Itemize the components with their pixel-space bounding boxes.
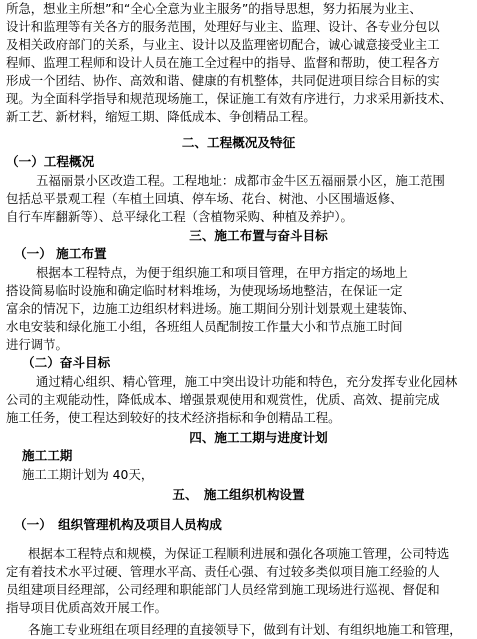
subsection-heading: （一） 组织管理机构及项目人员构成 — [14, 517, 222, 532]
intro-line: 设计和监理等有关各方的服务范围，处理好与业主、监理、设计、各专业分包以 — [6, 19, 440, 34]
intro-line: 及相关政府部门的关系，与业主、设计以及监理密切配合，诚心诚意接受业主工 — [6, 37, 440, 52]
section2-paragraph — [6, 172, 471, 226]
paragraph-line: 进行调节。 — [6, 337, 68, 352]
subsection-heading: （一） 施工布置 — [14, 246, 107, 261]
paragraph-line: 水电安装和绿化施工小组，各班组人员配制按工作量大小和节点施工时间 — [6, 319, 403, 334]
intro-line: 程师、监理工程师和设计人员在施工全过程中的指导、监督和帮助，使工程各方 — [6, 55, 440, 70]
intro-line: 形成一个团结、协作、高效和谐、健康的有机整体，共同促进项目综合目标的实 — [6, 73, 440, 88]
intro-paragraph — [6, 0, 471, 126]
paragraph-line: 员组建项目经理部，公司经理和职能部门人员经常到施工现场进行巡视、督促和 — [6, 582, 440, 597]
paragraph-line: 包括总平景观工程（车植土回填、停车场、花台、树池、小区围墙返修、 — [6, 191, 403, 206]
section3-paragraph-2 — [6, 373, 471, 427]
section4-paragraph — [22, 466, 471, 484]
paragraph-line: 指导项目优质高效开展工作。 — [6, 600, 168, 615]
subsection-heading: （二）奋斗目标 — [22, 355, 111, 370]
paragraph-line: 通过精心组织、精心管理，施工中突出设计功能和特色，充分发挥专业化园林 — [36, 374, 458, 389]
section-heading: 二、工程概况及特征 — [181, 135, 296, 150]
subsection-heading: （一）工程概况 — [6, 154, 95, 169]
intro-line: 所急，想业主所想”和“全心全意为业主服务”的指导思想，努力拓展为业主、 — [6, 1, 422, 16]
paragraph-line: 根据本工程特点和规模，为保证工程顺利进展和强化各项施工管理，公司特选 — [28, 546, 450, 561]
paragraph-line: 五福丽景小区改造工程。工程地址：成都市金牛区五福丽景小区，施工范围 — [36, 173, 445, 188]
intro-line: 新工艺、新材料，缩短工期、降低成本、争创精品工程。 — [6, 109, 316, 124]
paragraph-line: 各施工专业班组在项目经理的直接领导下，做到有计划、有组织地施工和管理， — [28, 622, 462, 637]
paragraph-line: 施工任务，使工程达到较好的技术经济指标和争创精品工程。 — [6, 410, 341, 425]
paragraph-line: 定有着技术水平过硬、管理水平高、责任心强、有过较多类似项目施工经验的人 — [6, 564, 440, 579]
intro-line: 现。为全面科学指导和规范现场施工，保证施工有效有序进行，力求采用新技术、 — [6, 91, 453, 106]
section-heading: 四、施工工期与进度计划 — [189, 430, 328, 445]
subsection-heading: 施工工期 — [22, 448, 73, 463]
paragraph-line: 根据本工程特点，为便于组织施工和项目管理，在甲方指定的场地上 — [36, 265, 408, 280]
paragraph-line: 公司的主观能动性，降低成本、增强景观使用和观赏性，优质、高效、提前完成 — [6, 392, 440, 407]
section-heading: 三、施工布置与奋斗目标 — [189, 228, 328, 243]
paragraph-line: 富余的情况下，边施工边组织材料进场。施工期间分别计划景观土建装饰、 — [6, 301, 415, 316]
section-heading: 五、 施工组织机构设置 — [172, 487, 305, 502]
paragraph-line: 搭设简易临时设施和确定临时材料堆场，为使现场场地整洁，在保证一定 — [6, 283, 403, 298]
section5-paragraph — [6, 545, 471, 639]
section3-paragraph-1 — [6, 264, 471, 354]
paragraph-line: 施工工期计划为 40天， — [22, 467, 154, 482]
paragraph-line: 自行车库翻新等）、总平绿化工程（含植物采购、种植及养护）。 — [6, 209, 353, 224]
